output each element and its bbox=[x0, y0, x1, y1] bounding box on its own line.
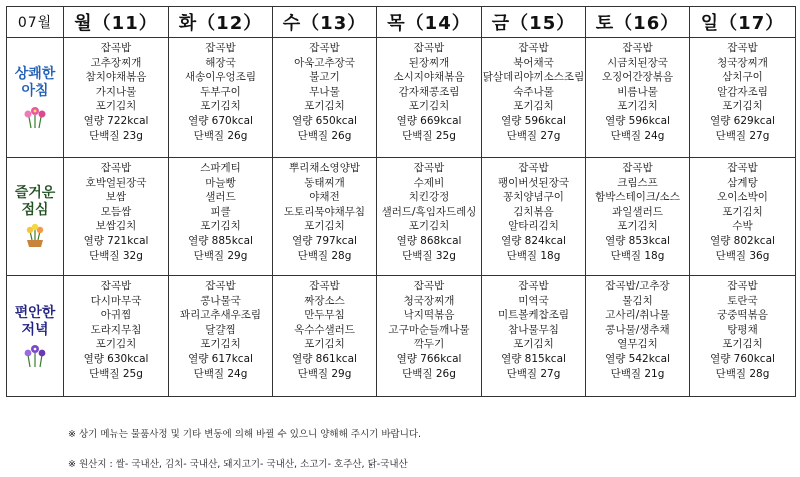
menu-item: 닭살데리야끼소스조림 bbox=[482, 71, 585, 84]
protein-value: 단백질 36g bbox=[715, 249, 770, 262]
protein-value: 단백질 18g bbox=[506, 249, 561, 262]
menu-item: 도토리묵야채무침 bbox=[283, 205, 366, 218]
menu-item: 고추장찌개 bbox=[90, 56, 142, 69]
protein-value: 단백질 23g bbox=[89, 129, 143, 142]
meal-row-lunch bbox=[7, 158, 796, 276]
menu-item: 포기김치 bbox=[617, 220, 658, 233]
meal-label-cell bbox=[7, 38, 64, 158]
menu-item: 숙주나물 bbox=[513, 85, 554, 98]
menu-item: 꽈리고추새우조림 bbox=[179, 309, 262, 322]
calorie-value: 열량 617kcal bbox=[188, 352, 253, 365]
menu-item: 뿌리채소영양밥 bbox=[288, 162, 360, 174]
menu-item: 포기김치 bbox=[513, 100, 554, 113]
menu-change-notice: ※ 상기 메뉴는 물품사정 및 기타 변동에 의해 바뀔 수 있으니 양해해 주시기 바랍니다. bbox=[68, 429, 422, 440]
menu-item: 오징어간장볶음 bbox=[601, 71, 673, 84]
day-header-sat: 토（16） bbox=[586, 7, 690, 38]
protein-value: 단백질 25g bbox=[89, 367, 143, 380]
calorie-value: 열량 596kcal bbox=[501, 114, 566, 127]
menu-item: 잡곡밥 bbox=[205, 280, 236, 292]
menu-item: 잡곡밥 bbox=[100, 280, 132, 292]
menu-item: 포기김치 bbox=[95, 338, 137, 351]
calorie-value: 열량 885kcal bbox=[188, 234, 253, 247]
menu-cell bbox=[482, 158, 586, 276]
calorie-value: 열량 629kcal bbox=[710, 114, 775, 127]
menu-item: 함박스테이크/소스 bbox=[595, 191, 680, 204]
meal-label-text: 즐거운 bbox=[14, 185, 56, 201]
menu-item: 잡곡밥/고추장 bbox=[605, 280, 670, 292]
menu-cell bbox=[377, 158, 482, 276]
calorie-value: 열량 650kcal bbox=[292, 114, 357, 127]
menu-cell bbox=[377, 276, 482, 397]
menu-item: 잡곡밥 bbox=[309, 42, 340, 54]
menu-item: 잡곡밥 bbox=[309, 280, 340, 292]
menu-item: 가지나물 bbox=[95, 85, 137, 98]
calorie-value: 열량 542kcal bbox=[605, 352, 670, 365]
menu-item: 포기김치 bbox=[513, 338, 554, 351]
menu-item: 아욱고추장국 bbox=[294, 56, 355, 69]
weekly-menu-table bbox=[6, 6, 796, 397]
calorie-value: 열량 853kcal bbox=[605, 234, 670, 247]
menu-item: 동태찌개 bbox=[304, 176, 345, 189]
protein-value: 단백질 32g bbox=[402, 249, 456, 262]
menu-item: 오이소박이 bbox=[717, 191, 768, 204]
menu-item: 김치볶음 bbox=[513, 205, 554, 218]
menu-item: 샐러드 bbox=[205, 191, 236, 204]
protein-value: 단백질 28g bbox=[715, 367, 770, 380]
menu-item: 꽁치양념구이 bbox=[503, 191, 564, 204]
protein-value: 단백질 24g bbox=[193, 367, 248, 380]
calorie-value: 열량 596kcal bbox=[605, 114, 670, 127]
menu-item: 소시지야채볶음 bbox=[393, 71, 465, 84]
menu-item: 치킨강정 bbox=[408, 191, 450, 204]
menu-item: 알감자조림 bbox=[717, 85, 768, 98]
day-header-mon: 월（11） bbox=[64, 7, 169, 38]
menu-item: 비름나물 bbox=[617, 85, 658, 98]
protein-value: 단백질 26g bbox=[402, 367, 456, 380]
protein-value: 단백질 29g bbox=[193, 249, 248, 262]
menu-cell bbox=[169, 276, 273, 397]
menu-item: 포기김치 bbox=[304, 220, 345, 233]
menu-item: 잡곡밥 bbox=[413, 42, 445, 54]
menu-item: 야채전 bbox=[309, 191, 340, 204]
menu-item: 해장국 bbox=[205, 56, 236, 69]
menu-cell bbox=[482, 38, 586, 158]
day-header-wed: 수（13） bbox=[273, 7, 377, 38]
menu-item: 포기김치 bbox=[722, 100, 763, 113]
calorie-value: 열량 861kcal bbox=[292, 352, 357, 365]
meal-label-text: 편안한 bbox=[14, 304, 56, 321]
menu-cell bbox=[690, 276, 796, 397]
menu-item: 도라지무침 bbox=[90, 323, 142, 336]
menu-item: 달걀찜 bbox=[205, 323, 236, 336]
menu-item: 포기김치 bbox=[200, 220, 241, 233]
calorie-value: 열량 824kcal bbox=[501, 234, 566, 247]
menu-item: 포기김치 bbox=[722, 205, 763, 218]
day-header-sun: 일（17） bbox=[690, 7, 796, 38]
menu-item: 잡곡밥 bbox=[622, 162, 653, 174]
menu-item: 새송이우엉조림 bbox=[184, 71, 256, 84]
meal-label-text: 저녁 bbox=[21, 321, 49, 338]
menu-item: 참나물무침 bbox=[508, 323, 559, 336]
meal-label-cell bbox=[7, 276, 64, 397]
menu-item: 된장찌개 bbox=[408, 56, 450, 69]
menu-item: 잡곡밥 bbox=[727, 162, 758, 174]
menu-item: 삼계탕 bbox=[727, 176, 758, 189]
menu-item: 궁중떡볶음 bbox=[717, 309, 768, 322]
month-header: 07월 bbox=[7, 7, 64, 38]
menu-cell bbox=[64, 38, 169, 158]
menu-item: 낙지떡볶음 bbox=[403, 309, 455, 322]
menu-item: 포기김치 bbox=[304, 100, 345, 113]
menu-item: 깍두기 bbox=[413, 338, 445, 351]
menu-item: 팽이버섯된장국 bbox=[497, 176, 569, 189]
menu-item: 콩나물/생추채 bbox=[605, 323, 670, 336]
calorie-value: 열량 630kcal bbox=[83, 352, 149, 365]
protein-value: 단백질 29g bbox=[297, 367, 352, 380]
menu-item: 미트볼케찹조림 bbox=[497, 309, 569, 322]
menu-cell bbox=[586, 38, 690, 158]
menu-cell bbox=[586, 158, 690, 276]
menu-item: 미역국 bbox=[518, 294, 549, 307]
menu-item: 포기김치 bbox=[304, 338, 345, 351]
menu-cell bbox=[586, 276, 690, 397]
menu-cell bbox=[690, 38, 796, 158]
calorie-value: 열량 815kcal bbox=[501, 352, 566, 365]
meal-label-text: 상쾌한 bbox=[14, 66, 56, 82]
menu-item: 다시마무국 bbox=[90, 294, 142, 307]
menu-item: 크림스프 bbox=[617, 176, 658, 189]
menu-item: 잡곡밥 bbox=[100, 162, 132, 174]
menu-item: 보쌈김치 bbox=[95, 220, 137, 233]
protein-value: 단백질 26g bbox=[297, 129, 352, 142]
protein-value: 단백질 27g bbox=[506, 367, 561, 380]
menu-cell bbox=[273, 38, 377, 158]
menu-item: 마늘빵 bbox=[205, 176, 236, 189]
menu-item: 청국장찌개 bbox=[403, 294, 455, 307]
day-header-fri: 금（15） bbox=[482, 7, 586, 38]
meal-label-text: 아침 bbox=[21, 83, 49, 99]
protein-value: 단백질 28g bbox=[297, 249, 352, 262]
menu-item: 두부구이 bbox=[200, 85, 241, 98]
menu-item: 포기김치 bbox=[95, 100, 137, 113]
menu-cell bbox=[64, 276, 169, 397]
menu-item: 잡곡밥 bbox=[205, 42, 236, 54]
protein-value: 단백질 25g bbox=[402, 129, 456, 142]
menu-cell bbox=[273, 276, 377, 397]
protein-value: 단백질 26g bbox=[193, 129, 248, 142]
calorie-value: 열량 669kcal bbox=[396, 114, 462, 127]
menu-item: 짜장소스 bbox=[304, 294, 345, 307]
menu-item: 잡곡밥 bbox=[622, 42, 653, 54]
calorie-value: 열량 760kcal bbox=[710, 352, 775, 365]
menu-item: 알타리김치 bbox=[508, 220, 559, 233]
menu-item: 과일샐러드 bbox=[612, 205, 663, 218]
menu-item: 호박얼된장국 bbox=[85, 176, 147, 189]
menu-item: 청국장찌개 bbox=[717, 56, 768, 69]
menu-item: 보쌈 bbox=[105, 191, 127, 204]
menu-item: 북어채국 bbox=[513, 56, 554, 69]
menu-item: 잡곡밥 bbox=[413, 162, 445, 174]
meal-label-text: 점심 bbox=[21, 202, 49, 218]
protein-value: 단백질 24g bbox=[610, 129, 665, 142]
menu-item: 아귀찜 bbox=[100, 309, 132, 322]
origin-notice: ※ 원산지 : 쌀- 국내산, 김치- 국내산, 돼지고기- 국내산, 소고기- 호주산, 닭-국내산 bbox=[68, 459, 408, 470]
menu-item: 탕평채 bbox=[727, 323, 758, 336]
menu-item: 피클 bbox=[210, 205, 231, 218]
protein-value: 단백질 18g bbox=[610, 249, 665, 262]
menu-item: 잡곡밥 bbox=[727, 42, 758, 54]
protein-value: 단백질 32g bbox=[89, 249, 143, 262]
calorie-value: 열량 722kcal bbox=[83, 114, 149, 127]
meal-row-breakfast bbox=[7, 38, 796, 158]
menu-item: 무나물 bbox=[309, 85, 340, 98]
protein-value: 단백질 27g bbox=[715, 129, 770, 142]
menu-item: 모듬쌈 bbox=[100, 205, 132, 218]
menu-cell bbox=[690, 158, 796, 276]
menu-item: 잡곡밥 bbox=[100, 42, 132, 54]
menu-item: 샐러드/흑임자드레싱 bbox=[381, 205, 477, 218]
calorie-value: 열량 797kcal bbox=[292, 234, 357, 247]
protein-value: 단백질 27g bbox=[506, 129, 561, 142]
purple-flower-icon bbox=[7, 342, 63, 368]
menu-item: 포기김치 bbox=[408, 100, 450, 113]
menu-item: 포기김치 bbox=[722, 338, 763, 351]
meal-row-dinner bbox=[7, 276, 796, 397]
menu-item: 토란국 bbox=[727, 294, 758, 307]
menu-item: 포기김치 bbox=[200, 338, 241, 351]
menu-item: 잡곡밥 bbox=[518, 280, 549, 292]
menu-item: 만두무침 bbox=[304, 309, 345, 322]
menu-item: 스파게티 bbox=[200, 162, 241, 174]
menu-item: 물김치 bbox=[622, 294, 653, 307]
menu-item: 삼치구이 bbox=[722, 71, 763, 84]
menu-item: 감자채콩조림 bbox=[398, 85, 460, 98]
menu-item: 불고기 bbox=[309, 71, 340, 84]
menu-cell bbox=[273, 158, 377, 276]
calorie-value: 열량 721kcal bbox=[83, 234, 149, 247]
header-row bbox=[7, 7, 796, 38]
day-header-thu: 목（14） bbox=[377, 7, 482, 38]
menu-cell bbox=[64, 158, 169, 276]
menu-item: 고사리/취나물 bbox=[605, 309, 670, 322]
menu-item: 잡곡밥 bbox=[518, 42, 549, 54]
calorie-value: 열량 802kcal bbox=[710, 234, 775, 247]
meal-label-cell bbox=[7, 158, 64, 276]
menu-item: 포기김치 bbox=[200, 100, 241, 113]
menu-cell bbox=[169, 38, 273, 158]
day-header-tue: 화（12） bbox=[169, 7, 273, 38]
protein-value: 단백질 21g bbox=[610, 367, 665, 380]
menu-item: 잡곡밥 bbox=[727, 280, 758, 292]
menu-cell bbox=[377, 38, 482, 158]
menu-cell bbox=[482, 276, 586, 397]
menu-item: 수제비 bbox=[413, 176, 445, 189]
calorie-value: 열량 868kcal bbox=[396, 234, 462, 247]
menu-item: 옥수수샐러드 bbox=[294, 323, 355, 336]
menu-item: 수박 bbox=[732, 220, 753, 233]
menu-item: 시금치된장국 bbox=[607, 56, 668, 69]
calorie-value: 열량 766kcal bbox=[396, 352, 462, 365]
menu-cell bbox=[169, 158, 273, 276]
potted-flower-icon bbox=[7, 222, 63, 248]
menu-item: 잡곡밥 bbox=[518, 162, 549, 174]
menu-item: 참치야채볶음 bbox=[85, 71, 147, 84]
menu-item: 포기김치 bbox=[617, 100, 658, 113]
menu-item: 포기김치 bbox=[408, 220, 450, 233]
menu-item: 열무김치 bbox=[617, 338, 658, 351]
menu-item: 콩나물국 bbox=[200, 294, 241, 307]
menu-item: 잡곡밥 bbox=[413, 280, 445, 292]
menu-item: 고구마순들깨나물 bbox=[388, 323, 470, 336]
pink-flower-icon bbox=[7, 103, 63, 129]
calorie-value: 열량 670kcal bbox=[188, 114, 253, 127]
